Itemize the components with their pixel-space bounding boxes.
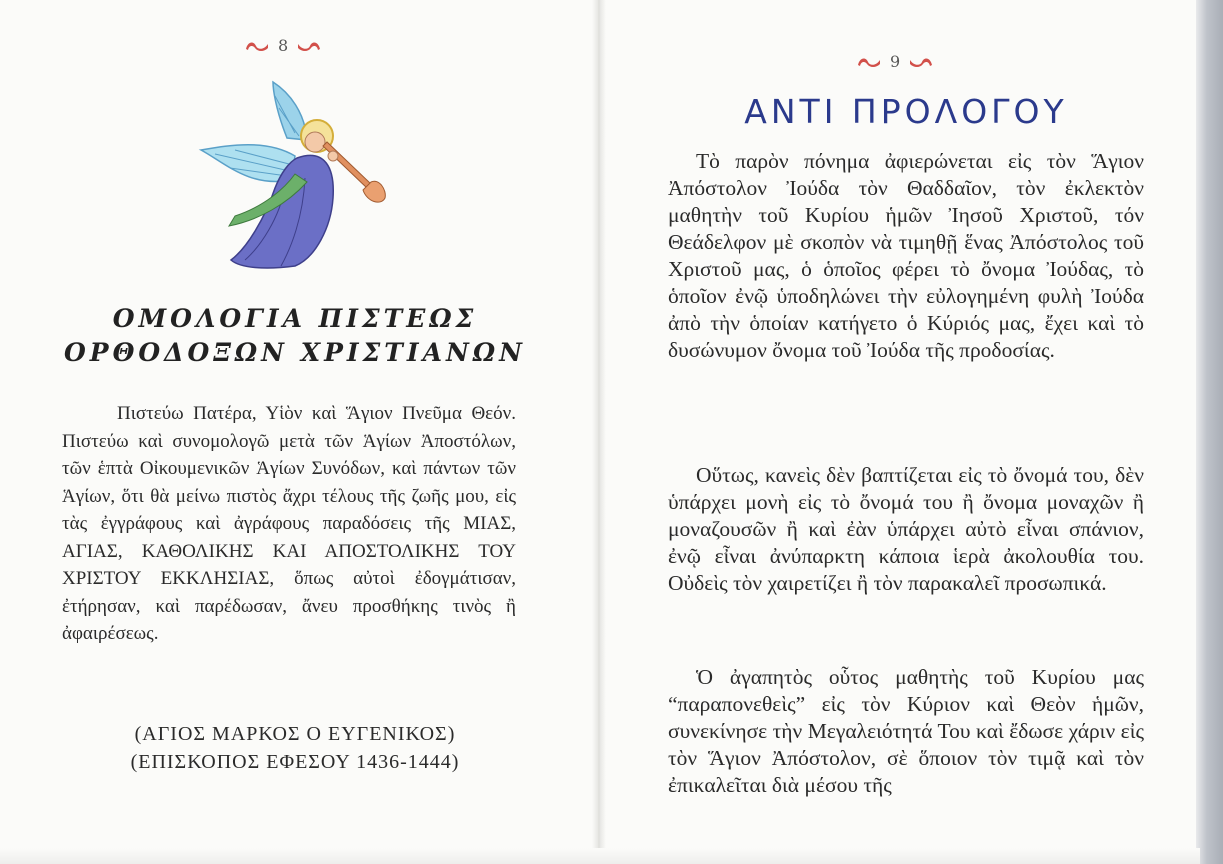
paragraph-2: Οὕτως, κανεὶς δὲν βαπτίζεται εἰς τὸ ὄνομά του, δὲν ὑπάρχει μονὴ εἰς τὸ ὄνομά του ἢ ὄνομα μοναχῶν ἢ μοναζουσῶν ἢ καὶ ἐὰν ὑπάρχει αὐτὸ εἶναι σπάνιον, ἐνῷ εἶναι ἀνύπαρκτη κάποια ἱερὰ ἀκολουθία του. Οὐδεὶς τὸν χαιρετίζει ἢ τὸν παρακαλεῖ προσωπικά. [668,463,1144,595]
angel-with-trumpet-icon [195,78,395,273]
scan-edge [1196,0,1223,864]
book-gutter [592,0,606,864]
attribution-line2: (ΕΠΙΣΚΟΠΟΣ ΕΦΕΣΟΥ 1436-1444) [130,751,460,773]
left-page [0,0,592,864]
left-title-line1: ΟΜΟΛΟΓΙΑ ΠΙΣΤΕΩΣ [112,304,478,333]
attribution-line1: (ΑΓΙΟΣ ΜΑΡΚΟΣ Ο ΕΥΓΕΝΙΚΟΣ) [134,723,456,745]
left-title-line2: ΟΡΘΟΔΟΞΩΝ ΧΡΙΣΤΙΑΝΩΝ [64,338,526,367]
ornament-right-icon [908,55,934,69]
creed-text: Πιστεύω Πατέρα, Υἱὸν καὶ Ἅγιον Πνεῦμα Θεόν. Πιστεύω καὶ συνομολογῶ μετὰ τῶν Ἁγίων Ἀποστόλων, τῶν ἑπτὰ Οἰκουμενικῶν Ἁγίων Συνόδων, καὶ πάντων τῶν Ἁγίων, ὅτι θὰ μείνω πιστὸς ἄχρι τέλους τῆς ζωῆς μου, εἰς τὰς ἐγγράφους καὶ ἀγράφους παραδόσεις τῆς ΜΙΑΣ, ΑΓΙΑΣ, ΚΑΘΟΛΙΚΗΣ ΚΑΙ ΑΠΟΣΤΟΛΙΚΗΣ ΤΟΥ ΧΡΙΣΤΟΥ ΕΚΚΛΗΣΙΑΣ, ὅπως αὐτοὶ ἐδογμάτισαν, ἐτήρησαν, καὶ παρέδωσαν, ἄνευ προσθήκης τινὸς ἢ ἀφαιρέσεως. [62,403,516,644]
right-page [606,0,1196,864]
page-number: 9 [890,52,901,71]
ornament-left-icon [244,39,270,53]
page-number: 8 [278,36,289,55]
paragraph-3: Ὁ ἀγαπητὸς οὗτος μαθητὴς τοῦ Κυρίου μας “παραπονεθεὶς” εἰς τὸν Κύριον καὶ Θεὸν ἡμῶν, συνεκίνησε τὴν Μεγαλειότητά Του καὶ ἔδωσε χάριν εἰς τὸν Ἅγιον Ἀπόστολον, σὲ ὅποιον τὸν τιμᾷ καὶ τὸν ἐπικαλεῖται διὰ μέσου τῆς [668,665,1144,797]
page-number-header [856,52,934,71]
right-page-title: ΑΝΤΙ ΠΡΟΛΟΓΟΥ [744,92,1068,131]
ornament-right-icon [296,39,322,53]
ornament-left-icon [856,55,882,69]
paragraph-1: Τὸ παρὸν πόνημα ἀφιερώνεται εἰς τὸν Ἅγιον Ἀπόστολον Ἰούδα τὸν Θαδδαῖον, τὸν ἐκλεκτὸν μαθητὴν τοῦ Κυρίου ἡμῶν Ἰησοῦ Χριστοῦ, τόν Θεάδελφον μὲ σκοπὸν νὰ τιμηθῇ ἕνας Ἀπόστολος τοῦ Χριστοῦ μας, ὁ ὁποῖος φέρει τὸ ὄνομα Ἰούδας, τὸ ὁποῖον ἐνῷ ὑποδηλώνει τὴν εὐλογημένη φυλὴ Ἰούδα ἀπὸ τὴν ὁποίαν κατήγετο ὁ Κύριός μας, ἔχει καὶ τὸ δυσώνυμον ὄνομα τοῦ Ἰούδα τῆς προδοσίας. [668,149,1144,362]
page-number-header [244,36,322,55]
